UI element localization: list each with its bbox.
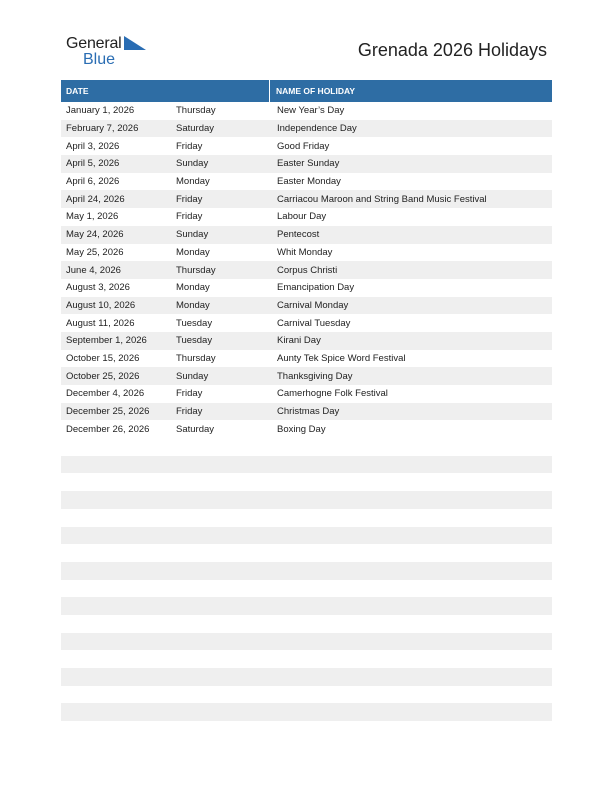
row-date: April 3, 2026 bbox=[66, 140, 120, 152]
row-date: January 1, 2026 bbox=[66, 105, 135, 117]
row-holiday-name: Camerhogne Folk Festival bbox=[277, 388, 388, 400]
row-weekday: Friday bbox=[176, 406, 203, 418]
table-row bbox=[61, 208, 552, 226]
row-holiday-name: Easter Sunday bbox=[277, 158, 340, 170]
row-date: December 25, 2026 bbox=[66, 406, 150, 418]
holiday-table bbox=[61, 80, 552, 721]
row-date: December 26, 2026 bbox=[66, 423, 150, 435]
row-weekday: Thursday bbox=[176, 105, 216, 117]
row-weekday: Friday bbox=[176, 211, 203, 223]
row-weekday: Sunday bbox=[176, 158, 209, 170]
row-weekday: Tuesday bbox=[176, 335, 213, 347]
row-weekday: Saturday bbox=[176, 123, 215, 135]
table-row bbox=[61, 102, 552, 120]
row-weekday: Monday bbox=[176, 282, 210, 294]
table-row bbox=[61, 297, 552, 315]
empty-row bbox=[61, 686, 552, 704]
row-weekday: Monday bbox=[176, 246, 210, 258]
table-header bbox=[61, 80, 552, 102]
row-weekday: Tuesday bbox=[176, 317, 213, 329]
logo bbox=[66, 34, 156, 68]
page-title: Grenada 2026 Holidays bbox=[357, 40, 547, 60]
empty-row bbox=[61, 438, 552, 456]
row-date: May 1, 2026 bbox=[66, 211, 119, 223]
row-date: June 4, 2026 bbox=[66, 264, 121, 276]
empty-row bbox=[61, 544, 552, 562]
table-row bbox=[61, 367, 552, 385]
row-holiday-name: Good Friday bbox=[277, 140, 330, 152]
row-date: October 25, 2026 bbox=[66, 370, 140, 382]
row-holiday-name: Aunty Tek Spice Word Festival bbox=[277, 352, 406, 364]
row-holiday-name: Boxing Day bbox=[277, 423, 326, 435]
empty-row bbox=[61, 580, 552, 598]
table-row bbox=[61, 314, 552, 332]
row-holiday-name: Kirani Day bbox=[277, 335, 321, 347]
row-date: May 24, 2026 bbox=[66, 229, 124, 241]
row-weekday: Thursday bbox=[176, 264, 216, 276]
table-row bbox=[61, 155, 552, 173]
row-holiday-name: Corpus Christi bbox=[277, 264, 338, 276]
row-weekday: Friday bbox=[176, 193, 203, 205]
empty-row bbox=[61, 473, 552, 491]
row-date: December 4, 2026 bbox=[66, 388, 145, 400]
row-holiday-name: Labour Day bbox=[277, 211, 327, 223]
table-row bbox=[61, 420, 552, 438]
row-weekday: Monday bbox=[176, 176, 210, 188]
row-holiday-name: Carnival Monday bbox=[277, 299, 349, 311]
logo-word-blue: Blue bbox=[83, 51, 116, 68]
row-holiday-name: Whit Monday bbox=[277, 246, 333, 258]
row-date: April 24, 2026 bbox=[66, 193, 125, 205]
empty-row bbox=[61, 509, 552, 527]
table-row bbox=[61, 332, 552, 350]
empty-row bbox=[61, 650, 552, 668]
row-date: April 5, 2026 bbox=[66, 158, 120, 170]
logo-word-general: General bbox=[66, 35, 122, 52]
row-holiday-name: New Year’s Day bbox=[277, 105, 345, 117]
row-holiday-name: Thanksgiving Day bbox=[277, 370, 353, 382]
empty-row bbox=[61, 562, 552, 580]
empty-row bbox=[61, 633, 552, 651]
table-row bbox=[61, 190, 552, 208]
row-holiday-name: Carriacou Maroon and String Band Music Festival bbox=[277, 193, 487, 205]
row-weekday: Monday bbox=[176, 299, 210, 311]
table-row bbox=[61, 385, 552, 403]
row-holiday-name: Pentecost bbox=[277, 229, 320, 241]
row-weekday: Friday bbox=[176, 140, 203, 152]
row-date: February 7, 2026 bbox=[66, 123, 139, 135]
header-date: DATE bbox=[61, 80, 270, 102]
table-body bbox=[61, 102, 552, 438]
empty-row bbox=[61, 668, 552, 686]
empty-row bbox=[61, 491, 552, 509]
table-row bbox=[61, 244, 552, 262]
row-weekday: Thursday bbox=[176, 352, 216, 364]
row-holiday-name: Christmas Day bbox=[277, 406, 340, 418]
table-row bbox=[61, 120, 552, 138]
table-row bbox=[61, 173, 552, 191]
row-holiday-name: Easter Monday bbox=[277, 176, 341, 188]
logo-triangle-icon bbox=[124, 36, 146, 50]
row-holiday-name: Independence Day bbox=[277, 123, 357, 135]
empty-row bbox=[61, 597, 552, 615]
row-holiday-name: Emancipation Day bbox=[277, 282, 355, 294]
row-holiday-name: Carnival Tuesday bbox=[277, 317, 351, 329]
row-weekday: Saturday bbox=[176, 423, 215, 435]
row-date: August 11, 2026 bbox=[66, 317, 135, 329]
row-date: August 10, 2026 bbox=[66, 299, 136, 311]
table-row bbox=[61, 137, 552, 155]
table-row bbox=[61, 226, 552, 244]
row-date: August 3, 2026 bbox=[66, 282, 130, 294]
header-holiday-name: NAME OF HOLIDAY bbox=[276, 86, 356, 96]
row-date: September 1, 2026 bbox=[66, 335, 147, 347]
table-row bbox=[61, 350, 552, 368]
row-weekday: Friday bbox=[176, 388, 203, 400]
empty-row bbox=[61, 615, 552, 633]
row-date: October 15, 2026 bbox=[66, 352, 140, 364]
row-date: May 25, 2026 bbox=[66, 246, 124, 258]
table-empty-rows bbox=[61, 438, 552, 721]
empty-row bbox=[61, 703, 552, 721]
row-weekday: Sunday bbox=[176, 370, 209, 382]
table-row bbox=[61, 261, 552, 279]
table-row bbox=[61, 403, 552, 421]
table-row bbox=[61, 279, 552, 297]
row-date: April 6, 2026 bbox=[66, 176, 120, 188]
row-weekday: Sunday bbox=[176, 229, 209, 241]
empty-row bbox=[61, 456, 552, 474]
empty-row bbox=[61, 527, 552, 545]
